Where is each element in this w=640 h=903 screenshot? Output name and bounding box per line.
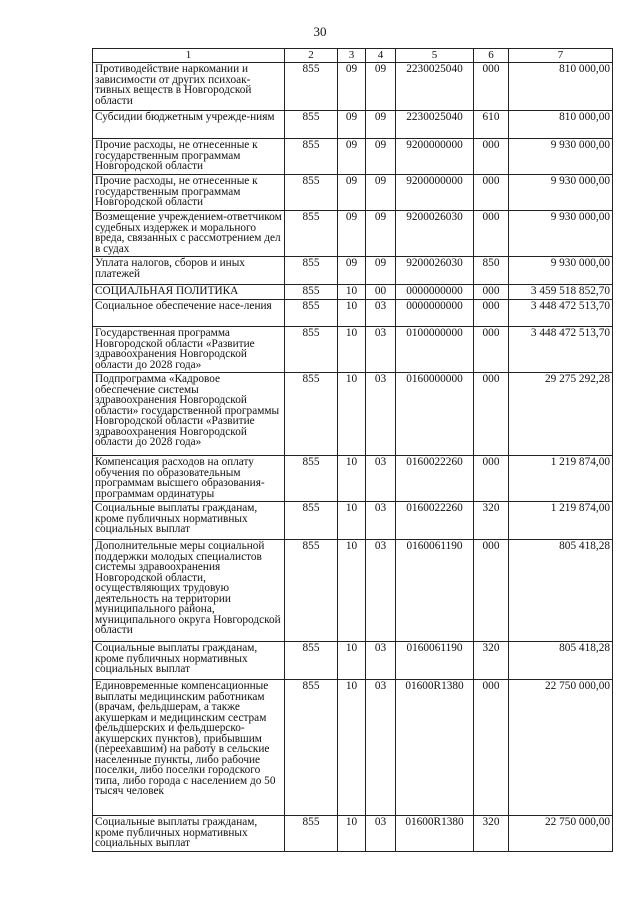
row-amount: 1 219 874,00 <box>509 456 613 502</box>
row-amount: 810 000,00 <box>509 111 613 139</box>
row-target: 01600R1380 <box>396 680 474 816</box>
row-section: 10 <box>338 540 366 642</box>
row-code: 855 <box>285 257 338 285</box>
row-type: 000 <box>474 139 509 175</box>
row-section: 10 <box>338 285 366 300</box>
row-subsection: 09 <box>366 111 396 139</box>
row-subsection: 09 <box>366 175 396 211</box>
table-body <box>93 63 613 852</box>
row-code: 855 <box>285 456 338 502</box>
row-name: Компенсация расходов на оплату обучения по образовательным программам высшего образования-программам ординатуры <box>93 456 285 502</box>
table-row <box>93 211 613 257</box>
row-code: 855 <box>285 175 338 211</box>
table-row <box>93 175 613 211</box>
row-amount: 1 219 874,00 <box>509 502 613 540</box>
table-row <box>93 139 613 175</box>
row-type: 000 <box>474 300 509 327</box>
row-target: 0160022260 <box>396 456 474 502</box>
row-section: 09 <box>338 211 366 257</box>
row-name: Возмещение учреждением-ответчиком судебных издержек и морального вреда, связанных с рассмотрением дел в судах <box>93 211 285 257</box>
header-col-2: 2 <box>285 49 338 63</box>
row-target: 9200026030 <box>396 257 474 285</box>
row-amount: 22 750 000,00 <box>509 680 613 816</box>
row-type: 000 <box>474 540 509 642</box>
table-header-row <box>93 49 613 63</box>
table-row <box>93 502 613 540</box>
row-subsection: 03 <box>366 540 396 642</box>
row-type: 610 <box>474 111 509 139</box>
row-subsection: 03 <box>366 373 396 456</box>
row-code: 855 <box>285 139 338 175</box>
row-code: 855 <box>285 540 338 642</box>
row-name: Социальное обеспечение насе-ления <box>93 300 285 327</box>
row-type: 000 <box>474 680 509 816</box>
row-target: 0160000000 <box>396 373 474 456</box>
table-row <box>93 327 613 373</box>
row-target: 0160061190 <box>396 642 474 680</box>
row-amount: 22 750 000,00 <box>509 816 613 852</box>
row-target: 0160022260 <box>396 502 474 540</box>
row-code: 855 <box>285 63 338 111</box>
row-section: 10 <box>338 373 366 456</box>
row-code: 855 <box>285 300 338 327</box>
row-amount: 805 418,28 <box>509 540 613 642</box>
table-row <box>93 257 613 285</box>
table-row <box>93 816 613 852</box>
row-target: 01600R1380 <box>396 816 474 852</box>
row-amount: 9 930 000,00 <box>509 257 613 285</box>
row-type: 000 <box>474 456 509 502</box>
row-section: 10 <box>338 456 366 502</box>
row-code: 855 <box>285 502 338 540</box>
row-target: 9200000000 <box>396 139 474 175</box>
row-section: 10 <box>338 300 366 327</box>
budget-table <box>92 48 613 852</box>
row-amount: 9 930 000,00 <box>509 211 613 257</box>
row-section: 09 <box>338 257 366 285</box>
row-type: 000 <box>474 373 509 456</box>
header-col-4: 4 <box>366 49 396 63</box>
row-amount: 9 930 000,00 <box>509 139 613 175</box>
row-section: 10 <box>338 680 366 816</box>
row-section: 10 <box>338 642 366 680</box>
header-col-5: 5 <box>396 49 474 63</box>
header-col-3: 3 <box>338 49 366 63</box>
row-amount: 9 930 000,00 <box>509 175 613 211</box>
row-target: 2230025040 <box>396 63 474 111</box>
row-name: СОЦИАЛЬНАЯ ПОЛИТИКА <box>93 285 285 300</box>
table-row <box>93 63 613 111</box>
row-subsection: 00 <box>366 285 396 300</box>
row-amount: 3 448 472 513,70 <box>509 300 613 327</box>
row-name: Социальные выплаты гражданам, кроме публичных нормативных социальных выплат <box>93 816 285 852</box>
row-name: Социальные выплаты гражданам, кроме публичных нормативных социальных выплат <box>93 642 285 680</box>
table-row <box>93 680 613 816</box>
row-code: 855 <box>285 680 338 816</box>
table-row <box>93 456 613 502</box>
row-target: 9200000000 <box>396 175 474 211</box>
table-row <box>93 642 613 680</box>
header-col-1: 1 <box>93 49 285 63</box>
row-subsection: 09 <box>366 63 396 111</box>
row-target: 0000000000 <box>396 300 474 327</box>
row-name: Уплата налогов, сборов и иных платежей <box>93 257 285 285</box>
row-subsection: 09 <box>366 257 396 285</box>
row-subsection: 09 <box>366 211 396 257</box>
row-target: 9200026030 <box>396 211 474 257</box>
row-type: 000 <box>474 285 509 300</box>
row-subsection: 03 <box>366 502 396 540</box>
row-type: 850 <box>474 257 509 285</box>
row-type: 000 <box>474 175 509 211</box>
row-type: 000 <box>474 211 509 257</box>
table-row <box>93 111 613 139</box>
row-type: 000 <box>474 327 509 373</box>
row-subsection: 03 <box>366 300 396 327</box>
row-name: Государственная программа Новгородской области «Развитие здравоохранения Новгородской области до 2028 года» <box>93 327 285 373</box>
row-code: 855 <box>285 111 338 139</box>
row-target: 0100000000 <box>396 327 474 373</box>
row-type: 320 <box>474 816 509 852</box>
row-target: 0160061190 <box>396 540 474 642</box>
table-row <box>93 540 613 642</box>
row-section: 10 <box>338 502 366 540</box>
row-code: 855 <box>285 816 338 852</box>
row-amount: 810 000,00 <box>509 63 613 111</box>
row-subsection: 03 <box>366 327 396 373</box>
row-name: Подпрограмма «Кадровое обеспечение системы здравоохранения Новгородской области» государственной программы Новгородской области «Развитие здравоохранения Новгородской области до 2028 года» <box>93 373 285 456</box>
row-type: 320 <box>474 642 509 680</box>
row-code: 855 <box>285 642 338 680</box>
row-target: 0000000000 <box>396 285 474 300</box>
row-subsection: 03 <box>366 642 396 680</box>
row-section: 09 <box>338 111 366 139</box>
row-name: Субсидии бюджетным учрежде-ниям <box>93 111 285 139</box>
row-type: 320 <box>474 502 509 540</box>
row-amount: 29 275 292,28 <box>509 373 613 456</box>
table-row <box>93 373 613 456</box>
table-row <box>93 300 613 327</box>
row-code: 855 <box>285 373 338 456</box>
page-number: 30 <box>313 24 327 39</box>
row-name: Прочие расходы, не отнесенные к государственным программам Новгородской области <box>93 175 285 211</box>
row-type: 000 <box>474 63 509 111</box>
row-code: 855 <box>285 211 338 257</box>
row-name: Противодействие наркомании и зависимости от других психоак-тивных веществ в Новгородской области <box>93 63 285 111</box>
row-subsection: 03 <box>366 456 396 502</box>
row-code: 855 <box>285 285 338 300</box>
row-name: Прочие расходы, не отнесенные к государственным программам Новгородской области <box>93 139 285 175</box>
row-name: Единовременные компенсационные выплаты медицинским работникам (врачам, фельдшерам, а также акушеркам и медицинским сестрам фельдшерских и фельдшерско-акушерских пунктов), прибывшим (переехавшим) на работу в сельские населенные пункты, либо рабочие поселки, либо поселки городского типа, либо города с населением до 50 тысяч человек <box>93 680 285 816</box>
row-name: Социальные выплаты гражданам, кроме публичных нормативных социальных выплат <box>93 502 285 540</box>
row-amount: 3 448 472 513,70 <box>509 327 613 373</box>
row-section: 10 <box>338 816 366 852</box>
row-section: 09 <box>338 175 366 211</box>
table-row <box>93 285 613 300</box>
row-code: 855 <box>285 327 338 373</box>
header-col-7: 7 <box>509 49 613 63</box>
row-amount: 3 459 518 852,70 <box>509 285 613 300</box>
header-col-6: 6 <box>474 49 509 63</box>
row-target: 2230025040 <box>396 111 474 139</box>
row-subsection: 09 <box>366 139 396 175</box>
row-section: 10 <box>338 327 366 373</box>
row-amount: 805 418,28 <box>509 642 613 680</box>
row-subsection: 03 <box>366 816 396 852</box>
row-section: 09 <box>338 139 366 175</box>
row-section: 09 <box>338 63 366 111</box>
row-subsection: 03 <box>366 680 396 816</box>
row-name: Дополнительные меры социальной поддержки молодых специалистов системы здравоохранения Новгородской области, осуществляющих трудовую деятельность на территории муниципального района, муниципального округа Новгородской области <box>93 540 285 642</box>
